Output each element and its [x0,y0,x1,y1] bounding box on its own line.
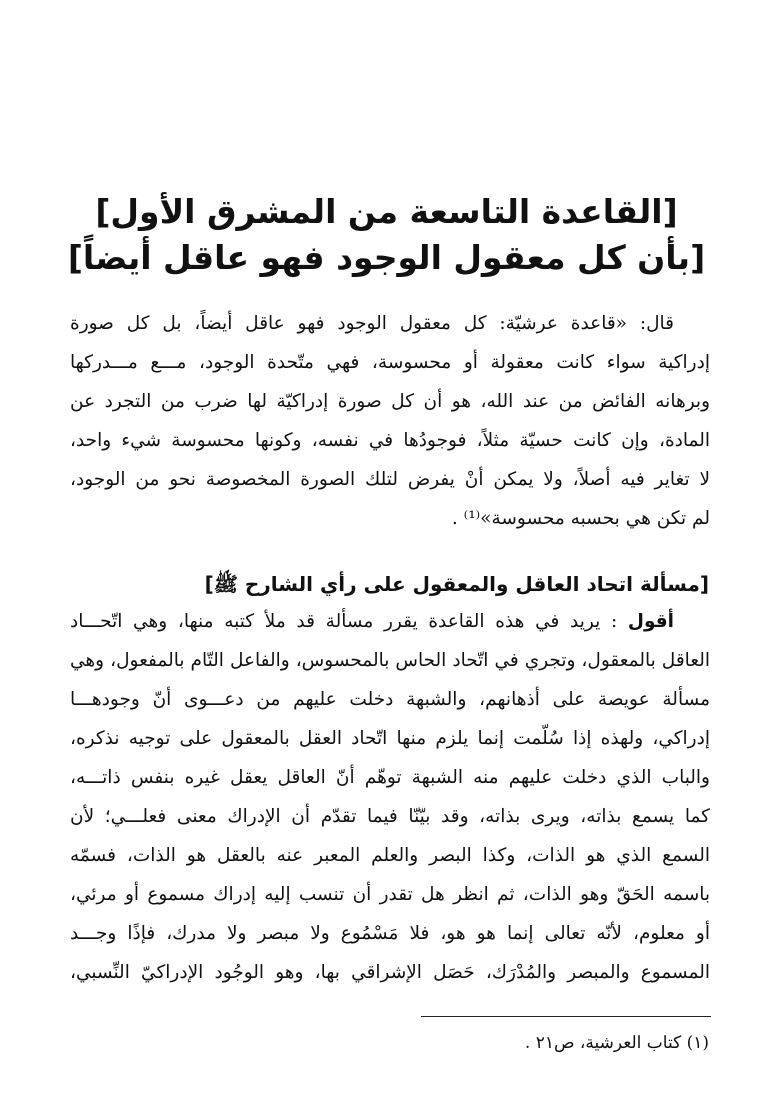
text-line: إدراكية سواء كانت معقولة أو محسوسة، فهي متّحدة الوجود، مـــع مـــدركها [70,352,710,373]
text-line: المسموع والمبصر والمُدْرَك، حَصَل الإشراقي بها، وهو الوجُود الإدراكيّ النِّسبي، [70,962,710,983]
text-line: إدراكي، ولهذه إذا سُلّمت إنما يلزم منها اتّحاد العقل بالمعقول على توجيه نذكره، [70,728,710,749]
text-line: وبرهانه الفائض من عند الله، هو أن كل صورة إدراكيّة لها ضرب من التجرد عن [70,391,710,412]
lead-word: أقول [627,611,674,632]
text-line: باسمه الحَقّ وهو الذات، ثم انظر هل تقدر أن تنسب إليه إدراك مسموع أو مرئي، [70,884,710,905]
section-title-line-1: [القاعدة التاسعة من المشرق الأول] [95,192,678,231]
text-line: السمع الذي هو الذات، وكذا البصر والعلم المعبر عنه بالعقل هو الذات، فسمّه [70,845,710,866]
text-line: لا تغاير فيه أصلاً، ولا يمكن أنْ يفرض لتلك الصورة المخصوصة نحو من الوجود، [70,469,710,490]
text-line: المادة، وإن كانت حسيّة مثلاً، فوجودُها في نفسه، وكونها محسوسة شيء واحد، [70,430,710,451]
subsection-heading: [مسألة اتحاد العاقل والمعقول على رأي الشارح ﷺ] [204,572,709,596]
text-line: العاقل بالمعقول، وتجري في اتّحاد الحاس بالمحسوس، والفاعل التّام بالمفعول، وهي [70,650,710,671]
text-line: كما يسمع بذاته، ويرى بذاته، وقد بيّنّا فيما تقدّم أن الإدراك معنى فعلـــي؛ لأن [70,806,710,827]
text-line: والباب الذي دخلت عليهم منه الشبهة توهّم أنّ العاقل يعقل غيره بنفس ذاتـــه، [70,767,710,788]
text-line: أو معلوم، لأنّه تعالى إنما هو هو، فلا مَسْمُوع ولا مبصر ولا مدرك، فإذًا وجـــد [70,923,710,944]
text-span: : يريد في هذه القاعدة يقرر مسألة قد ملأ كتبه منها، وهي اتّحـــاد [70,611,618,632]
section-title-line-2: [بأن كل معقول الوجود فهو عاقل أيضاً] [67,238,706,277]
text-line: لم تكن هي بحسبه محسوسة»⁽¹⁾ . [451,508,710,529]
text-line [70,604,710,640]
text-line: مسألة عويصة على أذهانهم، والشبهة دخلت عليهم من دعـــوى أنّ وجودهـــا [70,689,710,710]
text-line: قال: «قاعدة عرشيّة: كل معقول الوجود فهو عاقل أيضاً، بل كل صورة [70,313,674,334]
footnote: (١) كتاب العرشية، ص٢١ . [524,1033,709,1053]
footnote-divider [421,1016,711,1017]
